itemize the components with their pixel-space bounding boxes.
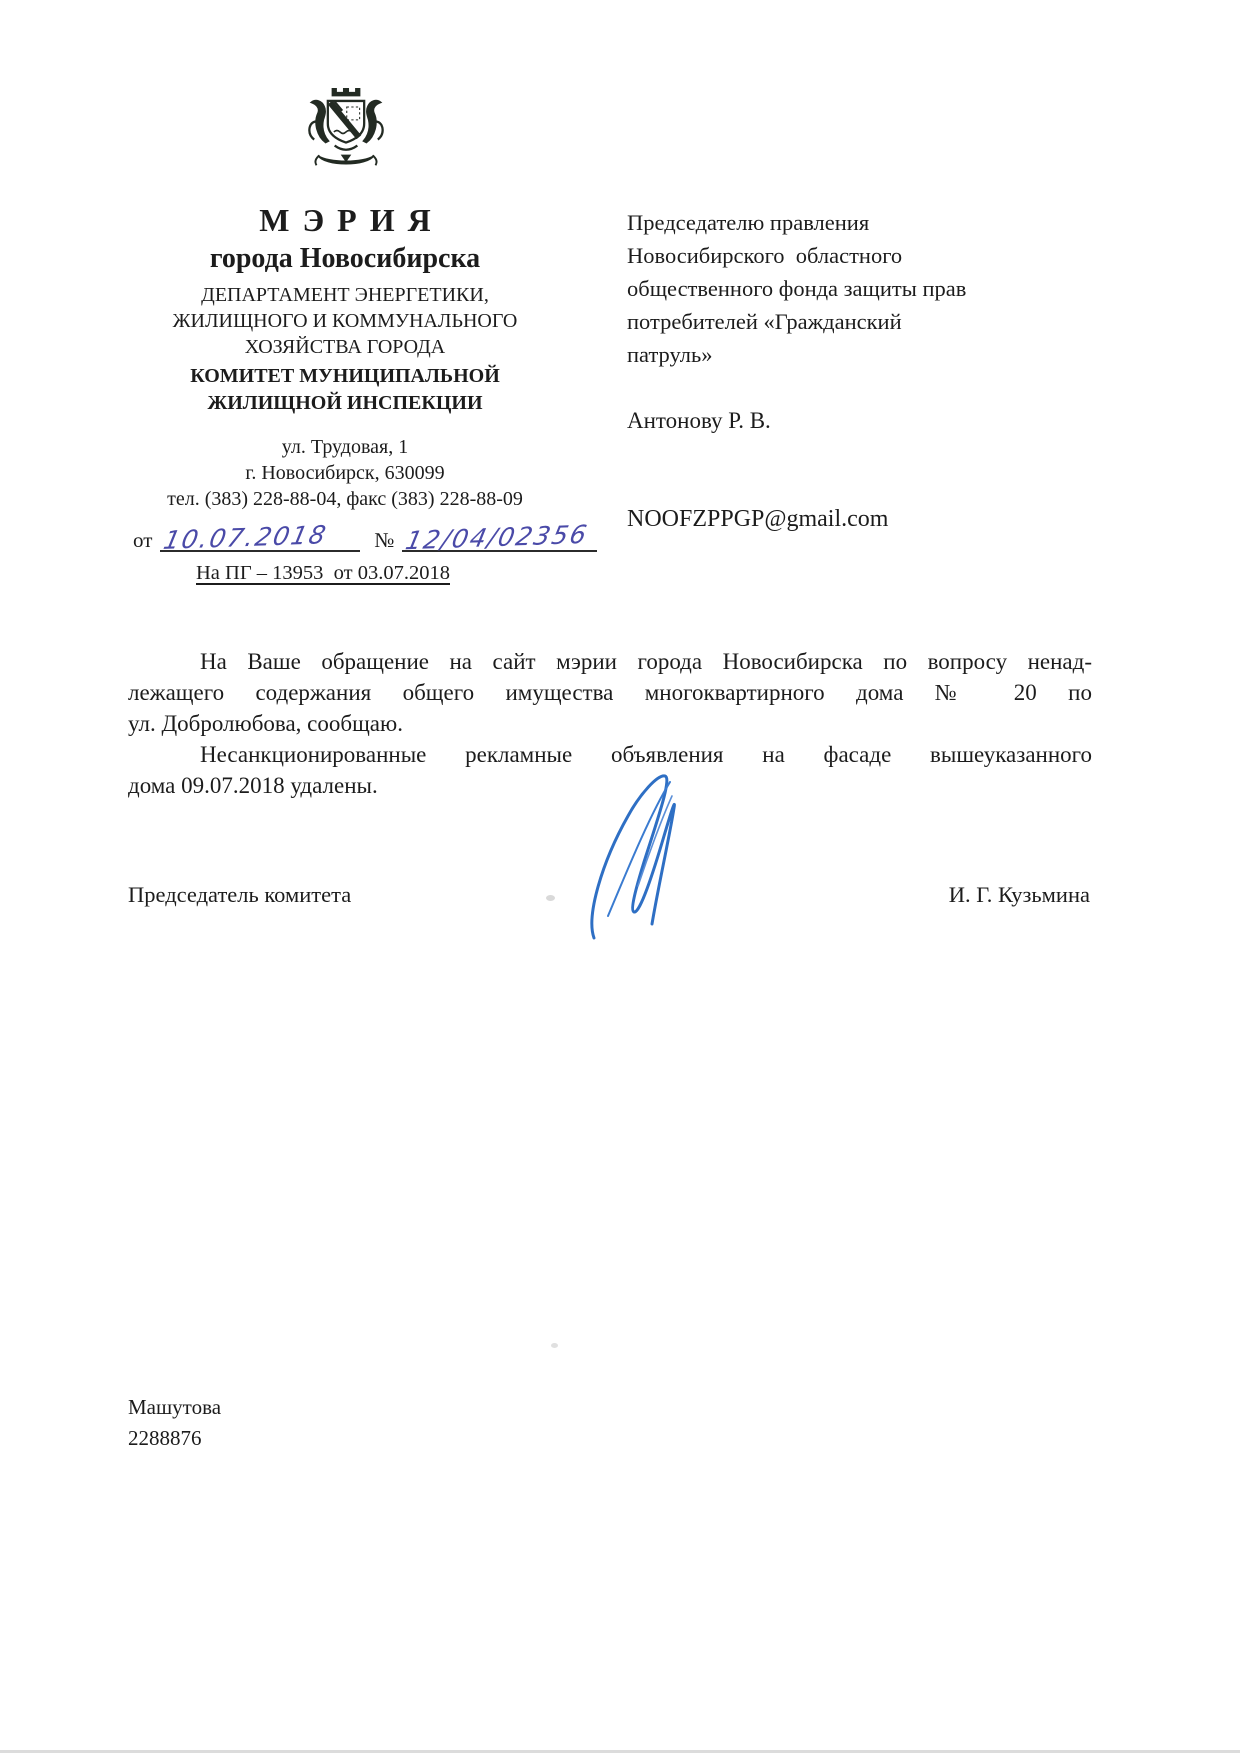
recipient-email: NOOFZPPGP@gmail.com — [627, 506, 889, 532]
number-label: № — [374, 528, 395, 552]
department-line: ХОЗЯЙСТВА ГОРОДА — [244, 336, 446, 358]
recipient-line: общественного фонда защиты прав — [627, 276, 967, 301]
number-underline — [402, 519, 597, 556]
department-line: ЖИЛИЩНОГО И КОММУНАЛЬНОГО — [172, 310, 518, 332]
outgoing-number-row — [133, 519, 592, 556]
handwritten-signature — [578, 766, 703, 944]
recipient-name: Антонову Р. В. — [627, 408, 771, 433]
org-title: МЭРИЯ — [259, 202, 444, 238]
recipient-line: потребителей «Гражданский — [627, 309, 902, 334]
recipient-line: патруль» — [627, 342, 713, 367]
handwritten-date: 10.07.2018 — [161, 520, 331, 555]
scan-speck — [546, 895, 555, 901]
org-subtitle: города Новосибирска — [209, 243, 481, 274]
date-underline — [160, 520, 360, 555]
address-city: г. Новосибирск, 630099 — [245, 462, 445, 484]
recipient-block — [627, 206, 1067, 371]
address-phone-fax: тел. (383) 228-88-04, факс (383) 228-88-09 — [167, 488, 523, 510]
executor-name: Машутова — [128, 1395, 222, 1419]
recipient-line: Новосибирского областного — [627, 243, 903, 268]
scan-speck — [551, 1343, 558, 1348]
body-line: ул. Добролюбова, сообщаю. — [128, 711, 403, 736]
reference-line: На ПГ – 13953 от 03.07.2018 — [196, 562, 450, 584]
novosibirsk-coat-of-arms-logo — [296, 82, 396, 188]
committee-line: ЖИЛИЩНОЙ ИНСПЕКЦИИ — [207, 392, 483, 414]
executor-block — [128, 1392, 221, 1454]
signer-position: Председатель комитета — [128, 882, 352, 907]
body-line: дома 09.07.2018 удалены. — [128, 773, 378, 798]
handwritten-number: 12/04/02356 — [403, 519, 592, 556]
recipient-line: Председателю правления — [627, 210, 870, 235]
letterhead — [100, 202, 590, 512]
date-label: от — [133, 528, 153, 552]
body-line: лежащего содержания общего имущества многоквартирного дома № 20 по — [128, 680, 1092, 705]
executor-phone: 2288876 — [128, 1426, 202, 1450]
body-line: На Ваше обращение на сайт мэрии города Новосибирска по вопросу ненад- — [200, 649, 1092, 674]
committee-line: КОМИТЕТ МУНИЦИПАЛЬНОЙ — [190, 365, 500, 387]
department-line: ДЕПАРТАМЕНТ ЭНЕРГЕТИКИ, — [201, 284, 489, 306]
address-street: ул. Трудовая, 1 — [281, 436, 409, 458]
body-line: Несанкционированные рекламные объявления на фасаде вышеуказанного — [200, 742, 1092, 767]
signer-name: И. Г. Кузьмина — [948, 882, 1090, 907]
